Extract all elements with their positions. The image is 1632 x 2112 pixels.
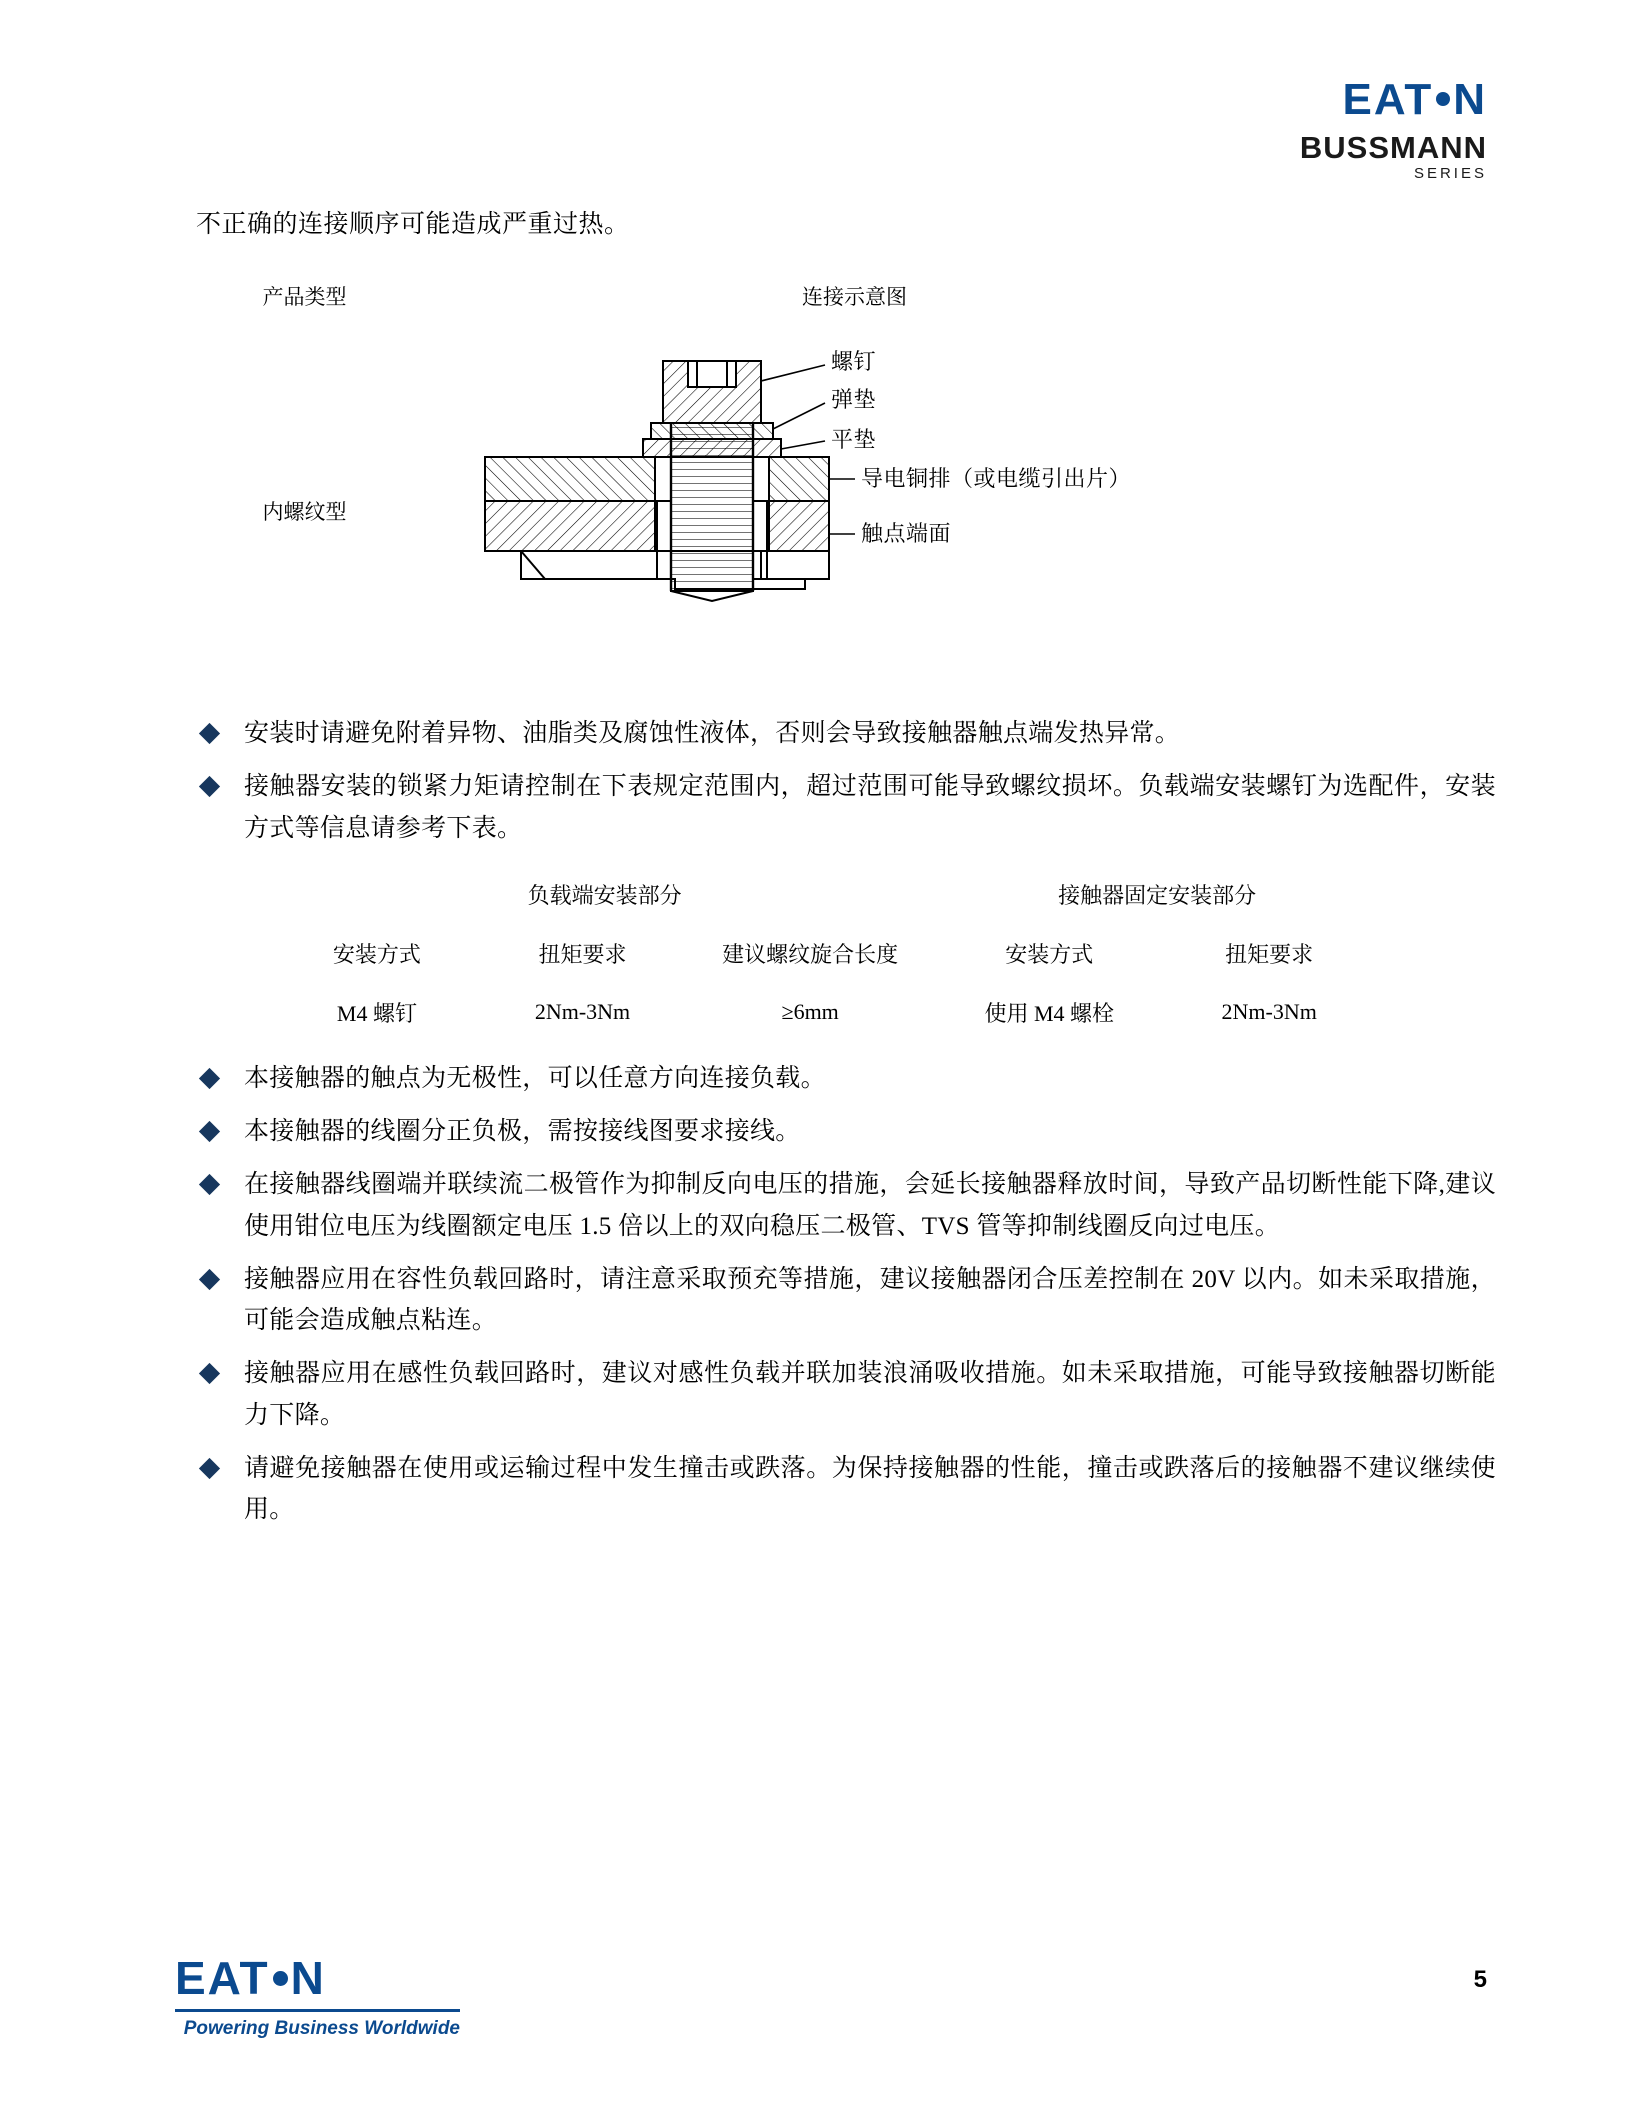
document-content (196, 205, 1496, 1542)
diamond-bullet-icon (199, 1363, 220, 1384)
spec-value-mount-method-2: 使用 M4 螺栓 (984, 1000, 1115, 1026)
spec-value-thread-length: ≥6mm (781, 999, 839, 1025)
callout-busbar: 导电铜排（或电缆引出片） (861, 466, 1132, 491)
bullet-item (196, 1448, 1496, 1531)
torque-spec-table-wrap (272, 865, 1377, 1042)
spec-col-mount-method-1: 安装方式 (332, 941, 421, 967)
diagram-figure-cell (413, 323, 1296, 699)
bussmann-wordmark: BUSSMANN (1299, 130, 1487, 165)
eaton-header-logo (1187, 75, 1487, 182)
eaton-wordmark: EAT N (1342, 75, 1487, 124)
bullet-text: 请避免接触器在使用或运输过程中发生撞击或跌落。为保持接触器的性能，撞击或跌落后的接触器不建议继续使用。 (244, 1454, 1496, 1523)
eaton-footer-logo (175, 1952, 505, 2040)
torque-spec-table (272, 865, 1377, 1042)
spec-col-torque-2: 扭矩要求 (1225, 941, 1314, 967)
bullet-text: 接触器应用在感性负载回路时，建议对感性负载并联加装浪涌吸收措施。如未采取措施，可能导致接触器切断能力下降。 (244, 1360, 1496, 1429)
spec-value-mount-method-1: M4 螺钉 (336, 1000, 417, 1026)
bullet-item (196, 1111, 1496, 1152)
diamond-bullet-icon (199, 1269, 220, 1290)
bullet-list-bottom (196, 1058, 1496, 1531)
bullet-text: 接触器应用在容性负载回路时，请注意采取预充等措施，建议接触器闭合压差控制在 20V 以内。如未采取措施，可能会造成触点粘连。 (244, 1265, 1496, 1334)
diamond-bullet-icon (199, 1458, 220, 1479)
eaton-logo-dot (273, 1971, 288, 1986)
diagram-table-body-row (196, 323, 1296, 699)
eaton-logo-dot (1436, 92, 1450, 106)
connection-drawing-svg (425, 329, 1125, 659)
diagram-col2-header: 连接示意图 (802, 285, 907, 309)
spec-col-torque-1: 扭矩要求 (538, 941, 627, 967)
bullet-text: 在接触器线圈端并联续流二极管作为抑制反向电压的措施，会延长接触器释放时间，导致产品切断性能下降,建议使用钳位电压为线圈额定电压 1.5 倍以上的双向稳压二极管、TVS 管等抑制线圈反向过电压。 (244, 1171, 1496, 1240)
spec-group-header-row (272, 865, 1377, 924)
bullet-text: 本接触器的线圈分正负极，需按接线图要求接线。 (244, 1118, 801, 1145)
callout-screw: 螺钉 (831, 349, 877, 374)
page-number: 5 (1473, 1966, 1487, 1993)
connection-diagram-table (196, 269, 1296, 699)
spec-value-torque-1: 2Nm-3Nm (534, 999, 631, 1025)
series-wordmark: SERIES (1413, 164, 1487, 182)
bullet-text: 安装时请避免附着异物、油脂类及腐蚀性液体，否则会导致接触器触点端发热异常。 (244, 720, 1181, 747)
footer-eaton-wordmark: EAT N (175, 1952, 326, 2004)
spec-group-fixing: 接触器固定安装部分 (1058, 882, 1257, 908)
diamond-bullet-icon (199, 723, 220, 744)
bullet-list-top (196, 713, 1496, 849)
bullet-text: 接触器安装的锁紧力矩请控制在下表规定范围内，超过范围可能导致螺纹损坏。负载端安装螺钉为选配件，安装方式等信息请参考下表。 (244, 773, 1496, 842)
bullet-item (196, 713, 1496, 754)
bullet-item (196, 1164, 1496, 1247)
diagram-col1-header: 产品类型 (262, 285, 347, 309)
warning-paragraph: 不正确的连接顺序可能造成严重过热。 (196, 211, 630, 238)
bullet-item (196, 1058, 1496, 1099)
spec-value-row (272, 983, 1377, 1042)
diagram-row-label: 内螺纹型 (262, 500, 347, 524)
bullet-item (196, 1353, 1496, 1436)
callout-flat-washer: 平垫 (831, 427, 877, 452)
threaded-connection-figure (425, 329, 1132, 659)
spec-group-load-end: 负载端安装部分 (527, 882, 682, 908)
bullet-text: 本接触器的触点为无极性，可以任意方向连接负载。 (244, 1064, 826, 1092)
footer-tagline: Powering Business Worldwide (183, 2018, 460, 2039)
spec-col-thread-length: 建议螺纹旋合长度 (722, 941, 899, 967)
diamond-bullet-icon (199, 1121, 220, 1142)
spec-value-torque-2: 2Nm-3Nm (1221, 999, 1317, 1025)
callout-contact-face: 触点端面 (861, 521, 952, 546)
bullet-item (196, 766, 1496, 849)
callout-spring-washer: 弹垫 (831, 387, 877, 412)
diagram-table-header-row (196, 269, 1296, 323)
diamond-bullet-icon (199, 1068, 220, 1089)
spec-column-header-row (272, 924, 1377, 983)
spec-col-mount-method-2: 安装方式 (1005, 941, 1094, 967)
diamond-bullet-icon (199, 1174, 220, 1195)
bullet-item (196, 1259, 1496, 1342)
diamond-bullet-icon (199, 776, 220, 797)
footer-divider (175, 2009, 460, 2012)
